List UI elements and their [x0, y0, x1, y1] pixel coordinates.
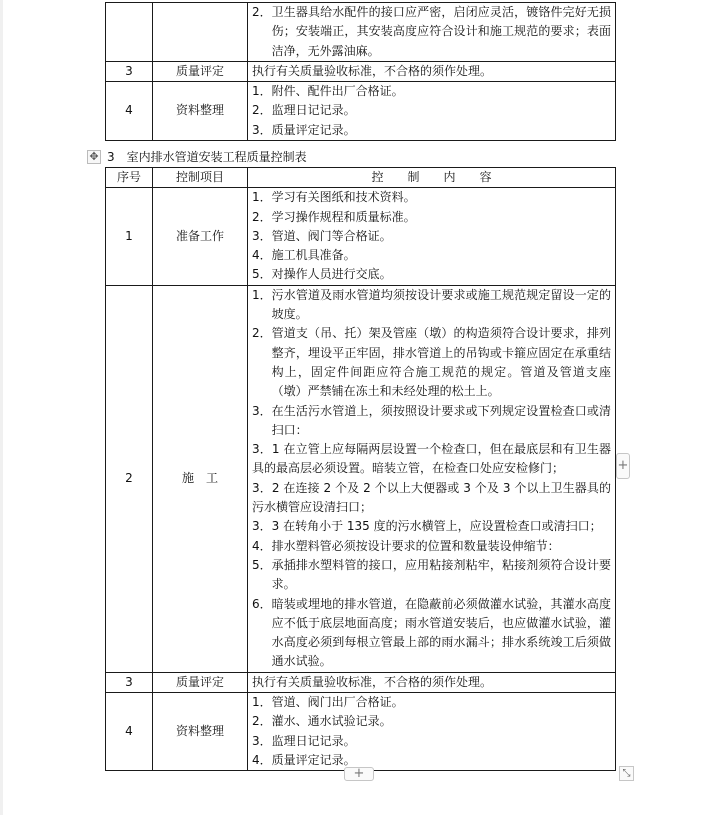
list-item: 3． 质量评定记录。 — [252, 122, 356, 137]
list-item: 4． 排水塑料管必须按设计要求的位置和数量装设伸缩节： — [252, 538, 560, 553]
list-item: 3． 在生活污水管道上，须按照设计要求或下列规定设置检查口或清扫口： — [252, 403, 611, 437]
list-item: 2． 管道支（吊、托）架及管座（墩）的构造须符合设计要求，排列整齐，埋设平正牢固，排水管道上的吊钩或卡箍应固定在承重结构上，固定件间距应符合施工规范的规定。管道及管道支座（墩）严禁铺在冻土和未经处理的松土上。 — [252, 326, 611, 399]
table-row — [106, 82, 616, 141]
cell-num: 3 — [106, 61, 153, 81]
add-row-button[interactable]: + — [344, 767, 374, 781]
cell-item: 施 工 — [153, 285, 248, 672]
table-header-row — [106, 168, 616, 188]
list-item: 6． 暗装或埋地的排水管道，在隐蔽前必须做灌水试验，其灌水高度应不低于底层地面高度；雨水管道安装后，也应做灌水试验，灌水高度必须到每根立管最上部的雨水漏斗；排水系统竣工后须做通水试验。 — [252, 596, 611, 669]
cell-num — [106, 3, 153, 62]
inspection-table-continued — [105, 2, 616, 141]
cell-content[interactable] — [248, 82, 616, 141]
page-left-edge — [0, 0, 3, 815]
sub-clause: 3．2 在连接 2 个及 2 个以上大便器或 3 个及 3 个以上卫生器具的污水横管应设清扫口； — [252, 480, 611, 515]
list-item: 1． 污水管道及雨水管道均须按设计要求或施工规范规定留设一定的坡度。 — [252, 287, 611, 322]
list-item: 4． 质量评定记录。 — [252, 752, 356, 767]
cell-num: 3 — [106, 672, 153, 692]
cell-item: 质量评定 — [153, 61, 248, 81]
cell-item: 准备工作 — [153, 188, 248, 285]
list-item: 5． 承插排水塑料管的接口，应用粘接剂粘牢，粘接剂须符合设计要求。 — [252, 557, 611, 592]
cell-item: 资料整理 — [153, 693, 248, 771]
add-column-button[interactable]: + — [616, 453, 630, 479]
cell-content[interactable] — [248, 3, 616, 62]
table-row — [106, 285, 616, 672]
table-row — [106, 672, 616, 692]
table-caption: 3 室内排水管道安装工程质量控制表 — [107, 150, 307, 164]
cell-item: 资料整理 — [153, 82, 248, 141]
header-item: 控制项目 — [153, 168, 248, 188]
cell-num: 4 — [106, 82, 153, 141]
list-item: 2． 学习操作规程和质量标准。 — [252, 209, 416, 224]
sub-clause: 3．1 在立管上应每隔两层设置一个检查口，但在最底层和有卫生器具的最高层必须设置。暗装立管，在检查口处应安检修门； — [252, 442, 611, 476]
header-num: 序号 — [106, 168, 153, 188]
cell-num: 4 — [106, 693, 153, 771]
header-content: 控 制 内 容 — [248, 168, 616, 188]
list-item: 1． 附件、配件出厂合格证。 — [252, 84, 404, 99]
cell-num: 1 — [106, 188, 153, 285]
list-item: 3． 监理日记记录。 — [252, 733, 356, 748]
list-item: 5． 对操作人员进行交底。 — [252, 267, 392, 282]
cell-item: 质量评定 — [153, 672, 248, 692]
drainage-quality-control-table — [105, 167, 616, 771]
table-move-handle-icon[interactable]: ✥ — [87, 150, 101, 164]
cell-num: 2 — [106, 285, 153, 672]
list-item: 4． 施工机具准备。 — [252, 248, 356, 263]
cell-content[interactable]: 执行有关质量验收标准，不合格的须作处理。 — [248, 672, 616, 692]
list-item: 1． 管道、阀门出厂合格证。 — [252, 695, 404, 710]
table-row — [106, 61, 616, 81]
cell-item — [153, 3, 248, 62]
table-resize-icon[interactable]: ⤡ — [619, 766, 634, 781]
cell-content[interactable]: 执行有关质量验收标准，不合格的须作处理。 — [248, 61, 616, 81]
table-row — [106, 3, 616, 62]
cell-content[interactable] — [248, 693, 616, 771]
list-item: 2． 监理日记记录。 — [252, 103, 356, 118]
sub-clause: 3．3 在转角小于 135 度的污水横管上，应设置检查口或清扫口； — [252, 519, 602, 534]
list-item: 2． 灌水、通水试验记录。 — [252, 714, 392, 729]
list-item: 3． 管道、阀门等合格证。 — [252, 228, 392, 243]
table-row — [106, 693, 616, 771]
list-item: 1． 学习有关图纸和技术资料。 — [252, 190, 416, 205]
table-row — [106, 188, 616, 285]
cell-content[interactable] — [248, 188, 616, 285]
cell-content[interactable] — [248, 285, 616, 672]
list-item: 2． 卫生器具给水配件的接口应严密，启闭应灵活，镀铬件完好无损伤；安装端正，其安装高度应符合设计和施工规范的要求；表面洁净，无外露油麻。 — [252, 5, 611, 58]
